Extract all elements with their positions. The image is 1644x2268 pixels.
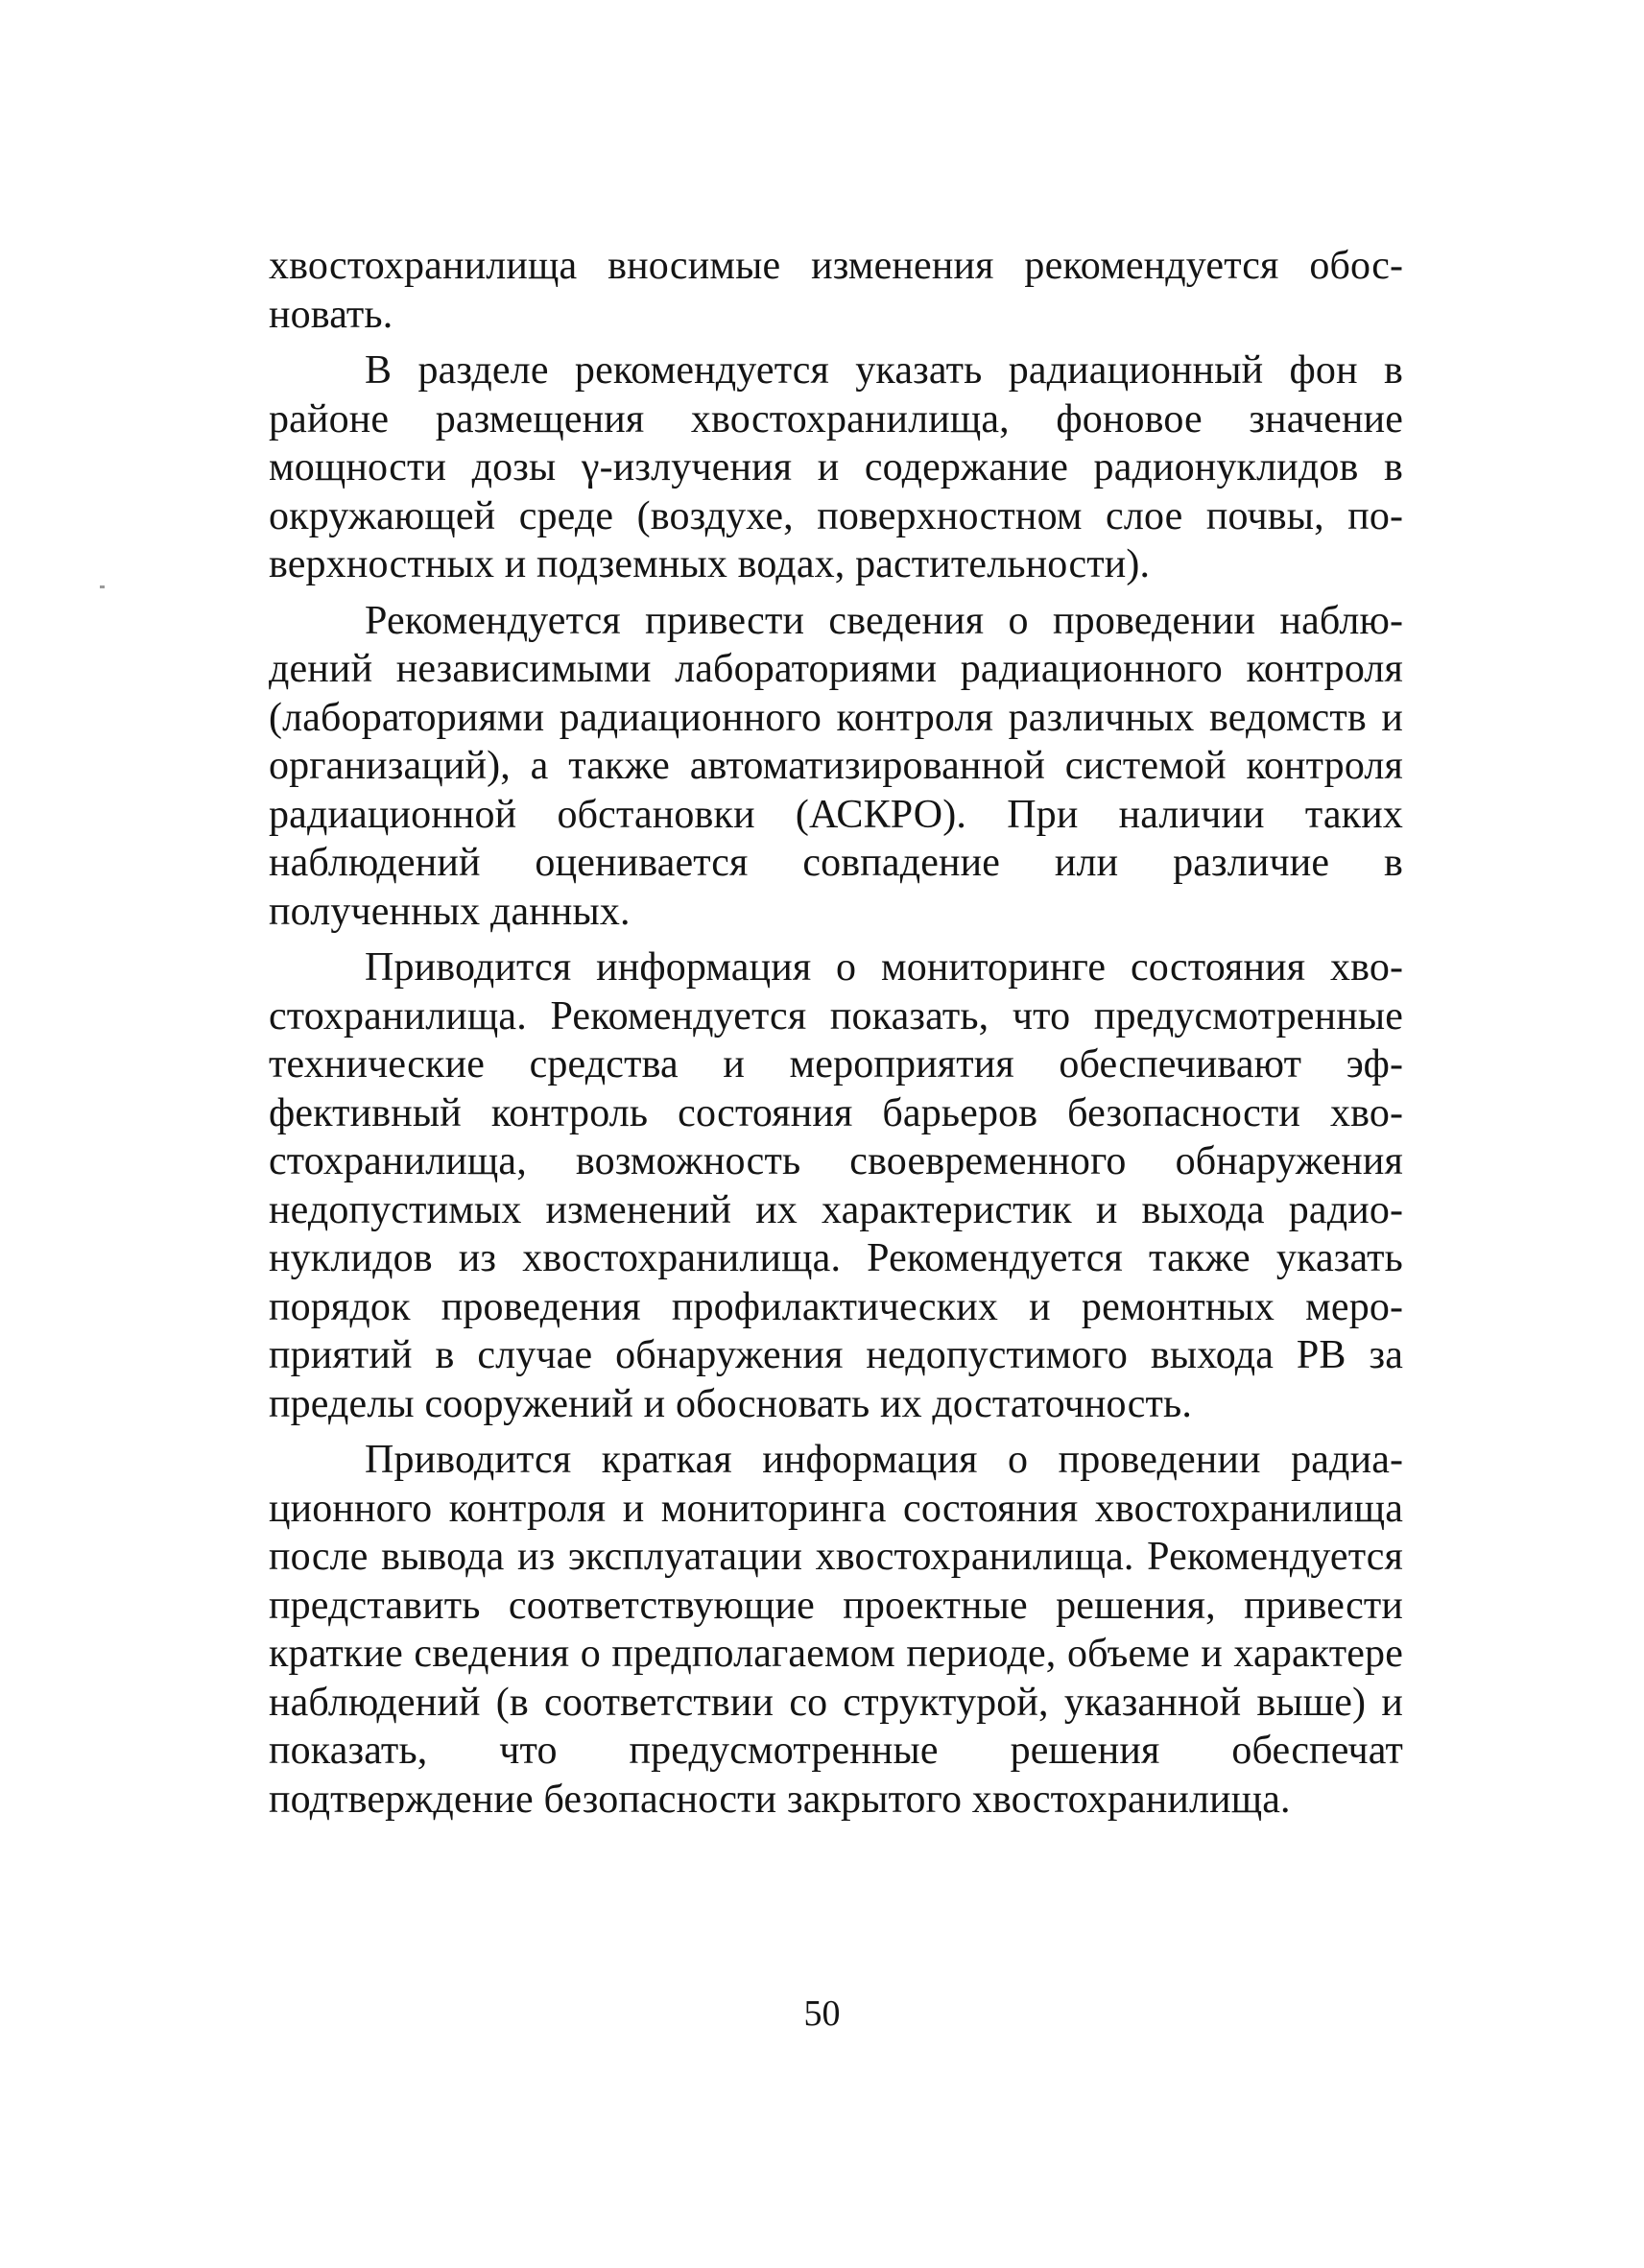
paragraph-radiation-background: В разделе рекомендуется указать радиационный фон в районе размещения хвостохранилища, фоновое значение мощности дозы γ-излучения и содержание радионуклидов в окружающей среде (воздухе, поверхностном слое почвы, поверхностных и подземных водах, растительности). [269, 348, 1403, 586]
paragraph-independent-observations: Рекомендуется привести сведения о проведении наблюдений независимыми лабораториями радиационного контроля (лабораториями радиационного контроля различных ведомств и организаций), а также автоматизированной системой контроля радиационной обстановки (АСКРО). При наличии таких наблюдений оценивается совпадение или различие в полученных данных. [269, 598, 1403, 934]
scan-speck [100, 585, 105, 588]
paragraph-monitoring: Приводится информация о мониторинге состояния хвостохранилища. Рекомендуется показать, что предусмотренные технические средства и мероприятия обеспечивают эффективный контроль состояния барьеров безопасности хвостохранилища, возможность своевременного обнаружения недопустимых изменений их характеристик и выхода радионуклидов из хвостохранилища. Рекомендуется также указать порядок проведения профилактических и ремонтных мероприятий в случае обнаружения недопустимого выхода РВ за пределы сооружений и обосновать их достаточность. [269, 945, 1403, 1426]
paragraph-post-decommissioning: Приводится краткая информация о проведении радиационного контроля и мониторинга состояния хвостохранилища после вывода из эксплуатации хвостохранилища. Рекомендуется представить соответствующие проектные решения, привести краткие сведения о предполагаемом периоде, объеме и характере наблюдений (в соответствии со структурой, указанной выше) и показать, что предусмотренные решения обеспечат подтверждение безопасности закрытого хвостохранилища. [269, 1438, 1403, 1822]
page-number: 50 [803, 1993, 841, 2034]
body-text [269, 242, 1403, 1824]
paragraph-continuation: хвостохранилища вносимые изменения рекомендуется обосновать. [269, 244, 1403, 337]
